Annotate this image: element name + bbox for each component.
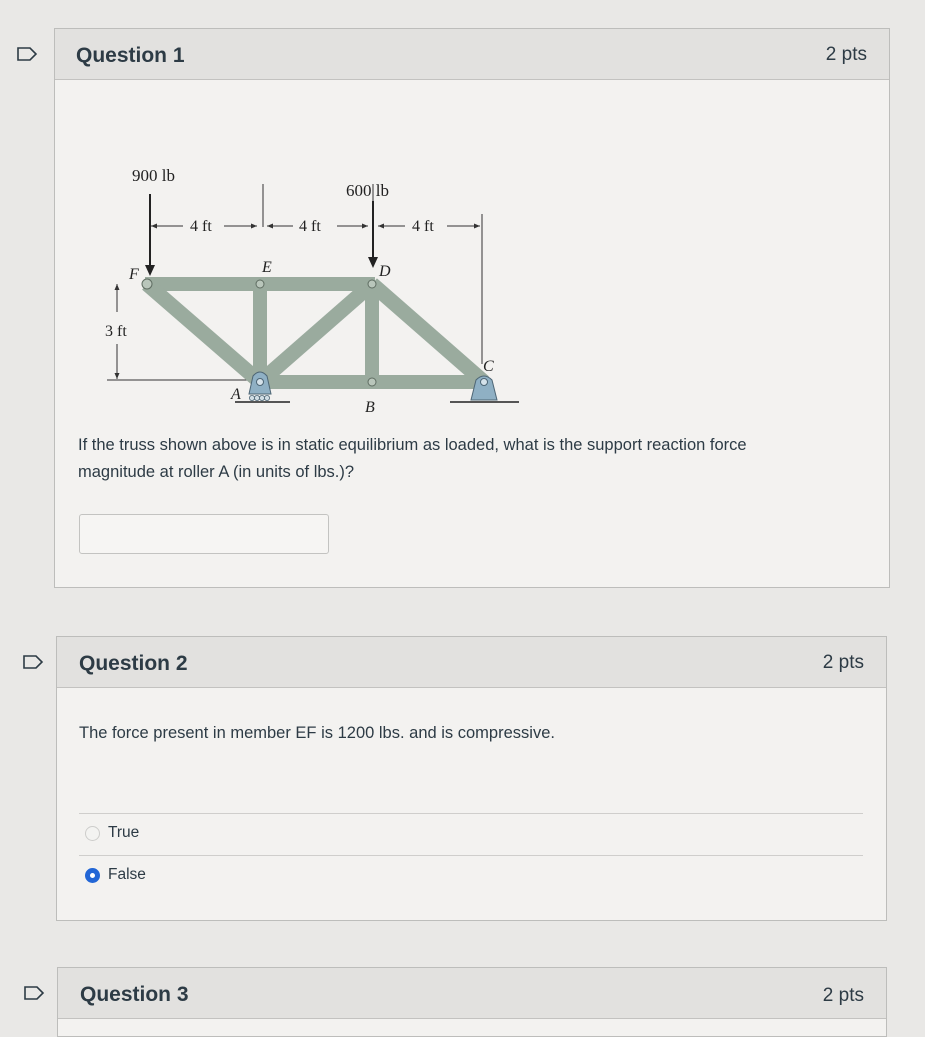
question-title: Question 2 xyxy=(79,652,188,675)
option-false[interactable] xyxy=(85,866,146,884)
question-points: 2 pts xyxy=(822,985,864,1006)
question-points: 2 pts xyxy=(825,44,867,65)
question-3-header xyxy=(58,968,886,1019)
node-f-label: F xyxy=(129,266,139,283)
load-left-label: 900 lb xyxy=(132,166,175,185)
flag-icon[interactable] xyxy=(24,986,44,1000)
question-2-header xyxy=(57,637,886,688)
question-points: 2 pts xyxy=(822,652,864,673)
answer-divider xyxy=(79,855,863,856)
question-2 xyxy=(56,636,887,921)
node-b-label: B xyxy=(365,399,375,416)
question-3 xyxy=(57,967,887,1037)
radio-unchecked-icon[interactable] xyxy=(85,826,100,841)
span3-label: 4 ft xyxy=(412,218,434,235)
answer-input[interactable] xyxy=(79,514,329,554)
question-1 xyxy=(54,28,890,588)
option-label: False xyxy=(108,866,146,883)
option-label: True xyxy=(108,824,140,841)
node-c-label: C xyxy=(483,358,494,375)
node-e-label: E xyxy=(262,259,272,276)
radio-checked-icon[interactable] xyxy=(85,868,100,883)
question-title: Question 3 xyxy=(80,983,189,1006)
truss-figure xyxy=(95,124,535,416)
span1-label: 4 ft xyxy=(190,218,212,235)
question-1-header xyxy=(55,29,889,80)
question-title: Question 1 xyxy=(76,44,185,67)
height-label: 3 ft xyxy=(105,323,127,340)
load-right-label: 600 lb xyxy=(346,181,389,200)
answer-divider xyxy=(79,813,863,814)
option-true[interactable] xyxy=(85,824,139,842)
node-a-label: A xyxy=(231,386,241,403)
span2-label: 4 ft xyxy=(299,218,321,235)
node-d-label: D xyxy=(379,263,391,280)
question-text: The force present in member EF is 1200 lbs. and is compressive. xyxy=(79,724,555,742)
question-text: If the truss shown above is in static equilibrium as loaded, what is the support reaction force magnitude at roller A (in units of lbs.)? xyxy=(78,436,747,481)
flag-icon[interactable] xyxy=(17,47,37,61)
flag-icon[interactable] xyxy=(23,655,43,669)
